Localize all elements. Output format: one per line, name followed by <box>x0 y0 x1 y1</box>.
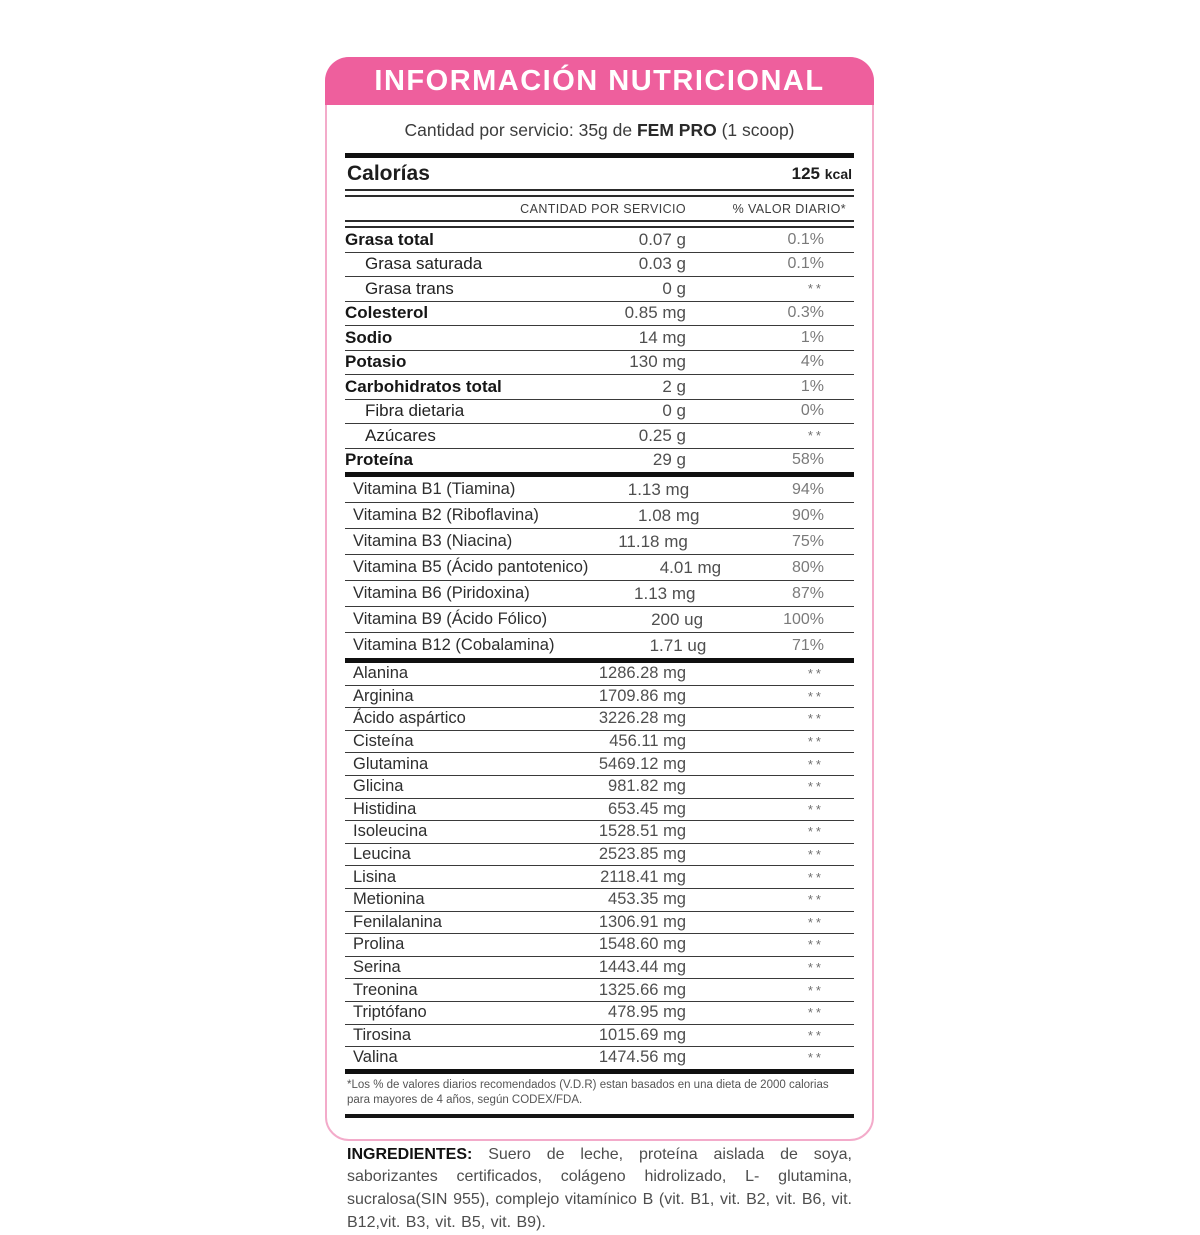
daily-value-footnote: *Los % de valores diarios recomendados (V.D.R) estan basados en una dieta de 2000 calorias para mayores de 4 años, según CODEX/FDA. <box>347 1078 829 1107</box>
table-row <box>345 424 854 449</box>
row-amount: 0.25 g <box>638 425 686 445</box>
table-row <box>345 821 854 844</box>
row-amount: 1.71 ug <box>649 635 707 655</box>
table-row <box>345 400 854 425</box>
row-label: Grasa trans <box>365 278 454 298</box>
table-row <box>345 1002 854 1025</box>
row-label: Vitamina B12 (Cobalamina) <box>353 636 555 654</box>
column-header-amount: CANTIDAD POR SERVICIO <box>520 202 686 216</box>
row-amount: 1286.28 mg <box>598 664 686 683</box>
row-daily-value: ** <box>807 711 824 727</box>
row-label: Fibra dietaria <box>365 401 465 421</box>
row-amount: 4.01 mg <box>659 557 722 577</box>
nutrition-facts-card <box>325 57 874 1231</box>
row-label: Vitamina B2 (Riboflavina) <box>353 506 539 524</box>
row-daily-value: 87% <box>791 584 824 602</box>
calories-number: 125 <box>791 164 821 183</box>
calories-unit: kcal <box>824 166 852 182</box>
row-daily-value: 58% <box>791 451 824 469</box>
row-label: Vitamina B5 (Ácido pantotenico) <box>353 558 589 576</box>
row-label: Sodio <box>345 327 393 347</box>
row-daily-value: ** <box>807 982 824 998</box>
row-daily-value: 0.3% <box>787 304 824 322</box>
row-label: Vitamina B6 (Piridoxina) <box>353 584 530 602</box>
row-amount: 1.13 mg <box>627 479 690 499</box>
calories-value <box>792 164 852 184</box>
row-label: Tirosina <box>353 1025 412 1044</box>
table-row <box>345 253 854 278</box>
table-row <box>345 1047 854 1069</box>
card-content <box>327 105 872 1235</box>
row-daily-value: ** <box>807 428 824 444</box>
divider-double <box>345 220 854 228</box>
row-daily-value: ** <box>807 779 824 795</box>
row-label: Cisteína <box>353 732 414 751</box>
row-label: Ácido aspártico <box>353 709 466 728</box>
row-amount: 981.82 mg <box>608 777 686 796</box>
table-row <box>345 663 854 686</box>
table-row <box>345 503 854 529</box>
row-daily-value: 1% <box>800 377 824 395</box>
row-label: Arginina <box>353 686 414 705</box>
row-amount: 1.08 mg <box>638 505 700 525</box>
row-label: Grasa total <box>345 229 434 249</box>
row-label: Glutamina <box>353 754 429 773</box>
row-daily-value: 0.1% <box>787 230 824 248</box>
row-label: Carbohidratos total <box>345 376 502 396</box>
row-amount: 0.03 g <box>638 254 686 274</box>
row-daily-value: ** <box>807 937 824 953</box>
row-label: Serina <box>353 958 401 977</box>
row-daily-value: ** <box>807 847 824 863</box>
table-row <box>345 529 854 555</box>
row-daily-value: 94% <box>791 480 824 498</box>
row-label: Isoleucina <box>353 822 428 841</box>
table-row <box>345 934 854 957</box>
row-daily-value: ** <box>807 892 824 908</box>
calories-row <box>345 158 854 189</box>
serving-size-line <box>345 105 854 153</box>
table-row <box>345 866 854 889</box>
table-row <box>345 449 854 473</box>
table-row <box>345 326 854 351</box>
row-amount: 453.35 mg <box>608 890 686 909</box>
row-label: Vitamina B3 (Niacina) <box>353 532 513 550</box>
row-daily-value: ** <box>807 688 824 704</box>
row-daily-value: 0.1% <box>787 255 824 273</box>
table-row <box>345 912 854 935</box>
row-amount: 1.13 mg <box>634 583 696 603</box>
row-label: Azúcares <box>365 425 436 445</box>
table-row <box>345 708 854 731</box>
ingredients-text: Suero de leche, proteína aislada de soya, saborizantes certificados, colágeno hidrolizado, L- glutamina, sucralosa(SIN 955), complejo vitamínico B (vit. B1, vit. B2, vit. B6, vit. B12,vit. B3, vit. B5, vit. B9). <box>347 1145 852 1231</box>
table-row <box>345 686 854 709</box>
table-row <box>345 844 854 867</box>
row-label: Metionina <box>353 890 425 909</box>
macronutrients-section <box>345 228 854 472</box>
serving-prefix: Cantidad por servicio: 35g de <box>404 120 637 140</box>
row-label: Proteína <box>345 450 414 470</box>
table-row <box>345 351 854 376</box>
table-column-headers <box>345 197 854 220</box>
row-amount: 1015.69 mg <box>598 1025 686 1044</box>
table-row <box>345 776 854 799</box>
row-amount: 1443.44 mg <box>598 958 686 977</box>
row-label: Leucina <box>353 845 411 864</box>
row-amount: 1474.56 mg <box>598 1048 686 1067</box>
ingredients-label: INGREDIENTES: <box>347 1145 473 1163</box>
row-amount: 478.95 mg <box>608 1003 686 1022</box>
row-label: Vitamina B9 (Ácido Fólico) <box>353 610 548 628</box>
row-daily-value: ** <box>807 1027 824 1043</box>
row-amount: 200 ug <box>651 609 704 629</box>
row-label: Treonina <box>353 980 418 999</box>
table-row <box>345 1025 854 1048</box>
row-amount: 0.07 g <box>638 229 686 249</box>
row-daily-value: 71% <box>791 636 824 654</box>
row-daily-value: ** <box>807 869 824 885</box>
row-label: Prolina <box>353 935 405 954</box>
row-label: Triptófano <box>353 1003 427 1022</box>
table-row <box>345 228 854 253</box>
row-amount: 2 g <box>662 376 686 396</box>
nutrition-facts-title: INFORMACIÓN NUTRICIONAL <box>325 57 874 105</box>
table-row <box>345 957 854 980</box>
row-daily-value: 1% <box>800 328 824 346</box>
row-amount: 0 g <box>662 401 686 421</box>
row-amount: 1709.86 mg <box>598 686 686 705</box>
table-row <box>345 889 854 912</box>
calories-label: Calorías <box>347 162 430 185</box>
vitamins-section <box>345 477 854 658</box>
row-daily-value: ** <box>807 666 824 682</box>
table-row <box>345 753 854 776</box>
table-row <box>345 555 854 581</box>
row-daily-value: ** <box>807 734 824 750</box>
row-amount: 29 g <box>652 450 686 470</box>
row-amount: 1548.60 mg <box>598 935 686 954</box>
row-label: Fenilalanina <box>353 912 442 931</box>
ingredients-paragraph <box>345 1134 854 1235</box>
row-label: Grasa saturada <box>365 254 483 274</box>
row-label: Glicina <box>353 777 404 796</box>
row-amount: 14 mg <box>638 327 686 347</box>
row-daily-value: 0% <box>800 402 824 420</box>
row-label: Histidina <box>353 799 417 818</box>
brand-name: FEM PRO <box>636 120 717 140</box>
row-amount: 653.45 mg <box>608 799 686 818</box>
row-daily-value: ** <box>807 756 824 772</box>
row-daily-value: 90% <box>791 506 824 524</box>
table-row <box>345 607 854 633</box>
row-daily-value: ** <box>807 1005 824 1021</box>
row-amount: 130 mg <box>629 352 686 372</box>
row-amount: 5469.12 mg <box>598 754 686 773</box>
row-amount: 2523.85 mg <box>598 845 686 864</box>
row-daily-value: ** <box>807 801 824 817</box>
row-label: Colesterol <box>345 303 429 323</box>
row-daily-value: 80% <box>791 558 824 576</box>
row-label: Vitamina B1 (Tiamina) <box>353 480 516 498</box>
row-daily-value: ** <box>807 281 824 297</box>
row-amount: 1528.51 mg <box>598 822 686 841</box>
row-daily-value: 4% <box>800 353 824 371</box>
row-daily-value: ** <box>807 960 824 976</box>
row-amount: 0.85 mg <box>624 303 686 323</box>
row-label: Lisina <box>353 867 397 886</box>
row-amount: 1306.91 mg <box>598 912 686 931</box>
table-row <box>345 633 854 658</box>
table-row <box>345 731 854 754</box>
table-row <box>345 979 854 1002</box>
row-daily-value: ** <box>807 1050 824 1066</box>
row-daily-value: 100% <box>783 610 824 628</box>
row-label: Potasio <box>345 352 407 372</box>
table-row <box>345 277 854 302</box>
row-daily-value: 75% <box>791 532 824 550</box>
row-amount: 456.11 mg <box>609 732 686 751</box>
row-amount: 3226.28 mg <box>598 709 686 728</box>
table-row <box>345 581 854 607</box>
serving-suffix: (1 scoop) <box>716 120 795 140</box>
table-row <box>345 375 854 400</box>
row-label: Alanina <box>353 664 409 683</box>
row-amount: 1325.66 mg <box>598 980 686 999</box>
column-header-daily-value: % VALOR DIARIO* <box>732 202 846 216</box>
table-row <box>345 302 854 327</box>
row-label: Valina <box>353 1048 398 1067</box>
row-amount: 11.18 mg <box>618 531 688 551</box>
aminoacids-section <box>345 663 854 1069</box>
row-daily-value: ** <box>807 824 824 840</box>
table-row <box>345 477 854 503</box>
divider-thick <box>345 1114 854 1118</box>
row-amount: 2118.41 mg <box>600 867 686 886</box>
row-amount: 0 g <box>662 278 686 298</box>
row-daily-value: ** <box>807 914 824 930</box>
table-row <box>345 799 854 822</box>
divider-double <box>345 189 854 197</box>
